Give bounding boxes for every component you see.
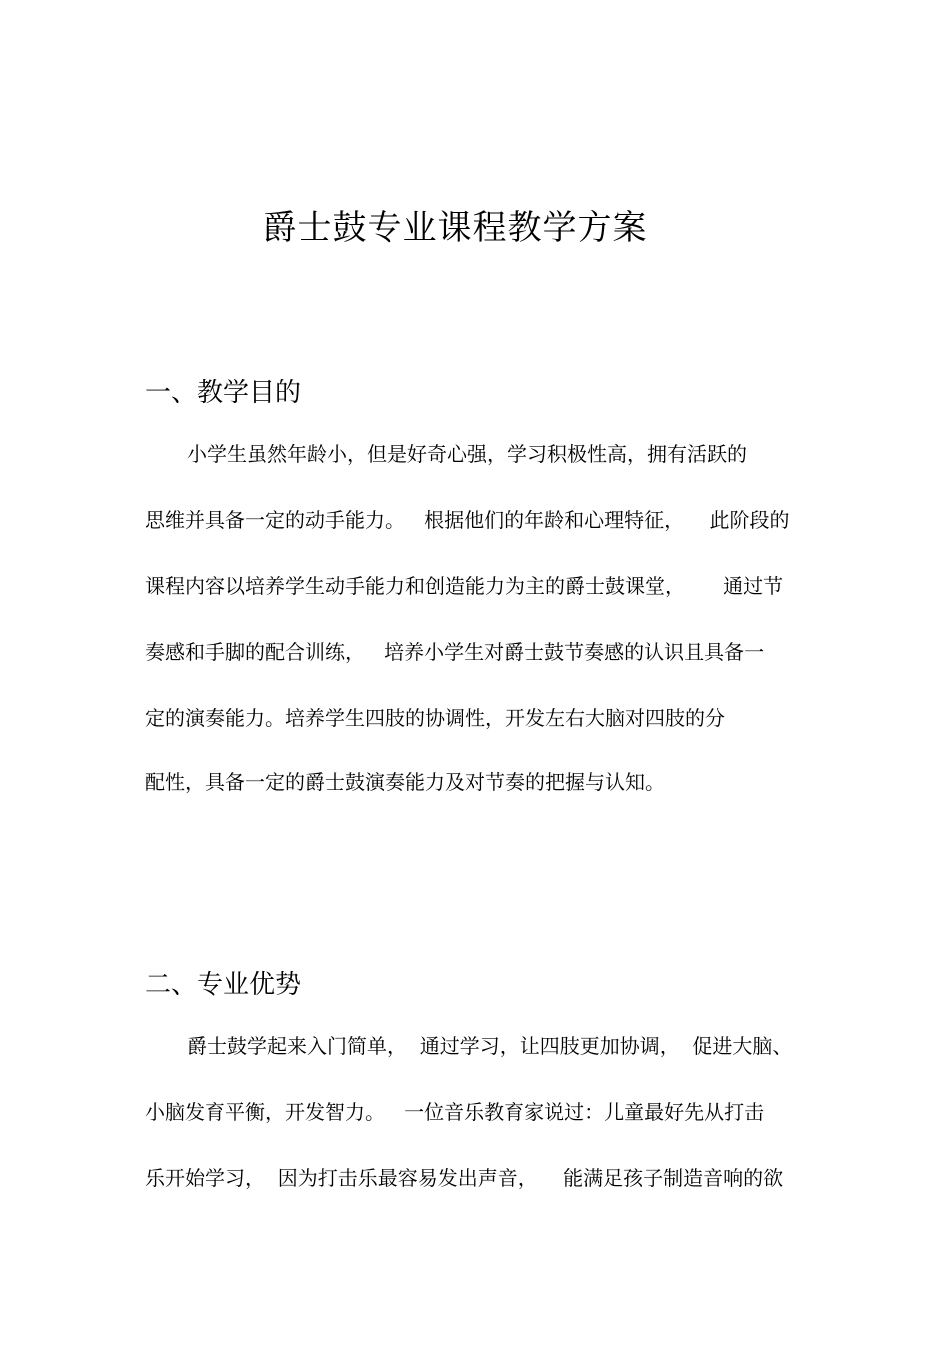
paragraph-line: 定的演奏能力。培养学生四肢的协调性，开发左右大脑对四肢的分 (145, 706, 725, 730)
paragraph-line: 小脑发育平衡，开发智力。 一位音乐教育家说过：儿童最好先从打击 (145, 1100, 765, 1124)
paragraph-line: 爵士鼓学起来入门简单， 通过学习，让四肢更加协调， 促进大脑、 (187, 1034, 793, 1058)
paragraph-line: 乐开始学习， 因为打击乐最容易发出声音， 能满足孩子制造音响的欲 (145, 1166, 784, 1190)
paragraph-line: 配性，具备一定的爵士鼓演奏能力及对节奏的把握与认知。 (145, 770, 665, 794)
paragraph-line: 思维并具备一定的动手能力。 根据他们的年龄和心理特征， 此阶段的 (145, 508, 790, 532)
paragraph-line: 小学生虽然年龄小，但是好奇心强，学习积极性高，拥有活跃的 (187, 442, 747, 466)
section-heading-professional-advantages: 二、专业优势 (145, 970, 302, 1000)
section-heading-teaching-purpose: 一、教学目的 (145, 378, 302, 408)
paragraph-line: 奏感和手脚的配合训练， 培养小学生对爵士鼓节奏感的认识且具备一 (145, 640, 765, 664)
document-title: 爵士鼓专业课程教学方案 (262, 208, 648, 248)
paragraph-line: 课程内容以培养学生动手能力和创造能力为主的爵士鼓课堂， 通过节 (145, 574, 784, 598)
